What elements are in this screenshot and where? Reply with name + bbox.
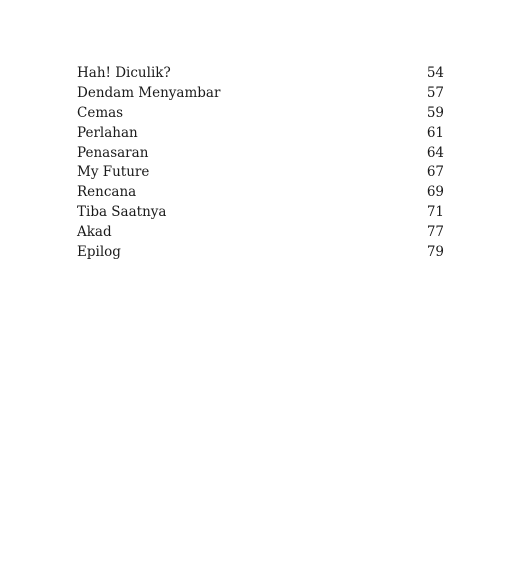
toc-entry-page: 57 [426, 84, 444, 101]
toc-entry [77, 144, 444, 164]
toc-entry-page: 79 [426, 244, 444, 261]
toc-entry [77, 64, 444, 84]
toc-entry-title: Hah! Diculik? [77, 65, 171, 81]
toc-entry-title: My Future [77, 164, 150, 181]
toc-entry-title: Tiba Saatnya [77, 204, 167, 221]
toc-entry-page: 77 [426, 224, 444, 241]
toc-entry-title: Akad [77, 224, 112, 241]
toc-entry-page: 71 [426, 204, 444, 221]
toc-entry [77, 243, 444, 263]
toc-entry-title: Perlahan [77, 124, 138, 141]
toc-entry-title: Epilog [77, 244, 121, 261]
toc-entry [77, 183, 444, 203]
toc-entry-title: Dendam Menyambar [77, 84, 221, 101]
toc-entry-title: Cemas [77, 104, 124, 121]
toc-entry [77, 163, 444, 183]
toc-entry [77, 223, 444, 243]
toc-entry-page: 54 [426, 65, 444, 81]
toc-entry-page: 59 [426, 104, 444, 121]
table-of-contents [77, 64, 444, 263]
toc-entry-page: 69 [426, 184, 444, 201]
toc-entry-title: Penasaran [77, 144, 149, 161]
toc-entry [77, 124, 444, 144]
toc-entry-page: 67 [426, 164, 444, 181]
toc-entry [77, 203, 444, 223]
toc-entry-page: 64 [426, 144, 444, 161]
toc-entry [77, 84, 444, 104]
toc-entry-page: 61 [426, 124, 444, 141]
toc-entry [77, 104, 444, 124]
toc-entry-title: Rencana [77, 184, 137, 201]
